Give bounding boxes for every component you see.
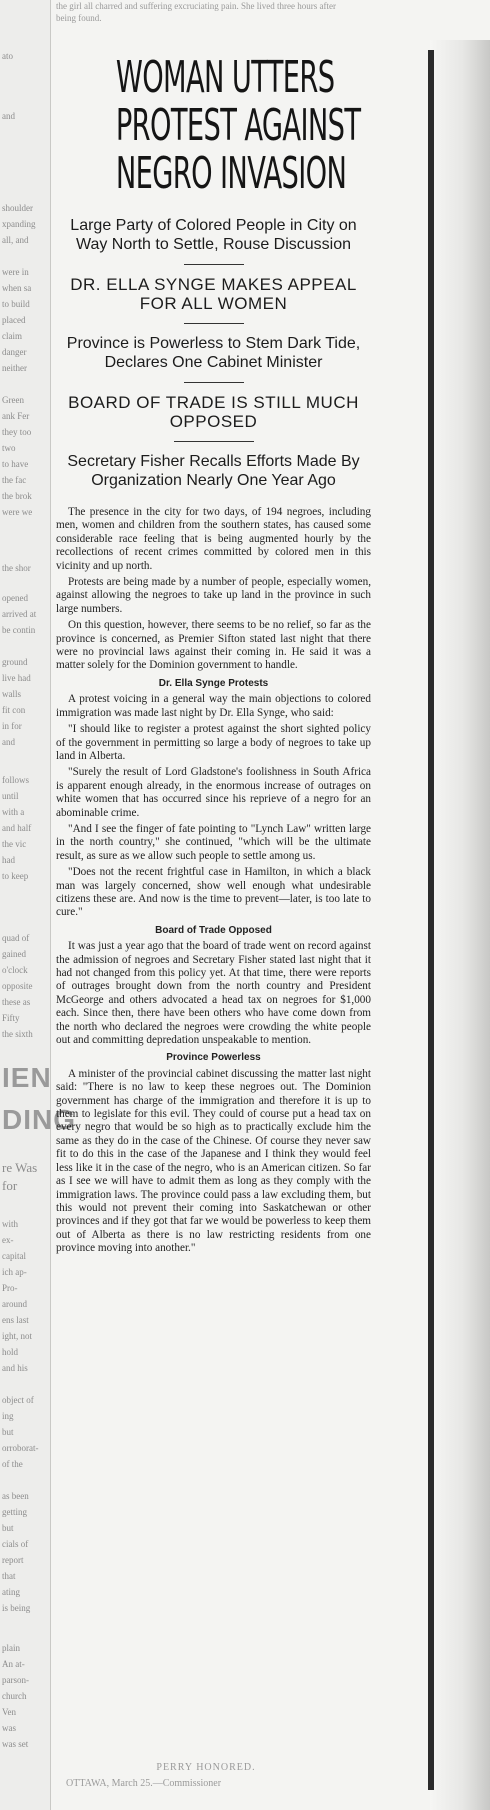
article-column — [56, 42, 371, 1772]
margin-fragment: and — [2, 737, 15, 747]
margin-fragment: ank Fer — [2, 411, 30, 421]
margin-fragment: with — [2, 1219, 19, 1229]
margin-fragment: the sixth — [2, 1029, 33, 1039]
margin-fragment: ens last — [2, 1315, 29, 1325]
deck-separator — [184, 382, 244, 383]
margin-fragment: around — [2, 1299, 27, 1309]
margin-fragment: fit con — [2, 705, 26, 715]
margin-fragment: ground — [2, 657, 28, 667]
margin-fragment: ex- — [2, 1235, 14, 1245]
next-article-headline: PERRY HONORED. — [156, 1762, 256, 1773]
margin-fragment: is being — [2, 1603, 31, 1613]
previous-article-fragment: the girl all charred and suffering excruciating pain. She lived three hours after being found. — [56, 1, 336, 23]
deck-separator — [174, 441, 254, 442]
next-article-fragment — [56, 1760, 356, 1810]
margin-fragment: placed — [2, 315, 26, 325]
paragraph: "Surely the result of Lord Gladstone's foolishness in South Africa is apparent enough already, in the enormous increase of outrages on white women that has occurred since his reprieve of a negro for an abominable crime. — [56, 766, 371, 819]
margin-fragment: two — [2, 443, 16, 453]
margin-fragment: re Was — [2, 1160, 38, 1175]
margin-fragment: had — [2, 855, 15, 865]
deck-separator — [184, 264, 244, 265]
margin-fragment: ight, not — [2, 1331, 33, 1341]
margin-big-fragment: IEN — [2, 1062, 52, 1093]
deck-1: Large Party of Colored People in City on Way North to Settle, Rouse Discussion — [70, 217, 357, 253]
margin-fragment: Pro- — [2, 1283, 18, 1293]
margin-fragment: cials of — [2, 1539, 29, 1549]
margin-fragment: claim — [2, 331, 22, 341]
deck-2: DR. ELLA SYNGE MAKES APPEAL FOR ALL WOMEN — [70, 275, 357, 313]
margin-fragment: that — [2, 1571, 16, 1581]
margin-fragment: An at- — [2, 1659, 25, 1669]
margin-fragment: walls — [2, 689, 21, 699]
margin-fragment: danger — [2, 347, 27, 357]
margin-fragment: Fifty — [2, 1013, 20, 1023]
paragraph: On this question, however, there seems to be no relief, so far as the province is concerned, as Premier Sifton stated last night that there were no provincial laws against their coming in. He said it was a matter solely for the Dominion government to handle. — [56, 619, 371, 672]
paragraph: "And I see the finger of fate pointing to "Lynch Law" written large in the north country," she continued, "which will be the ultimate result, as sure as we allow such people to settle among us. — [56, 822, 371, 862]
adjacent-column-fragment — [0, 0, 76, 1810]
margin-fragment: with a — [2, 807, 25, 817]
margin-fragment: the vic — [2, 839, 27, 849]
margin-fragment: hold — [2, 1347, 19, 1357]
margin-fragment: they too — [2, 427, 32, 437]
margin-fragment: parson- — [2, 1675, 29, 1685]
margin-fragment: getting — [2, 1507, 27, 1517]
margin-fragment: were in — [2, 267, 29, 277]
margin-fragment: and half — [2, 823, 32, 833]
margin-fragment: report — [2, 1555, 24, 1565]
margin-fragment: arrived at — [2, 609, 37, 619]
paragraph: A minister of the provincial cabinet discussing the matter last night said: "There is no law to keep these negroes out. The Dominion government has charge of the immigration and therefore it is up to them to legislate for this evil. They could of course put a head tax on every negro that would be so high as to practically exclude him the same as they do in the case of the Chinese. Of course they never saw fit to do this in the case of the Japanese and I think they would feel less like it in the case of the negro, who is an American citizen. So far as I see we will have to admit them as long as they comply with the immigration laws. The province could pass a law excluding them, but this would not prevent their coming into Saskatchewan or other provinces and if they got that far we would be powerless to keep them out of Alberta as there is no law restricting residents from one province moving into another." — [56, 1067, 371, 1255]
margin-fragment: live had — [2, 673, 31, 683]
margin-fragment: gained — [2, 949, 26, 959]
headline-line: PROTEST AGAINST — [115, 100, 361, 151]
margin-fragment: the shor — [2, 563, 31, 573]
margin-fragment: orroborat- — [2, 1443, 39, 1453]
margin-fragment: all, and — [2, 235, 29, 245]
deck-3: Province is Powerless to Stem Dark Tide, Declares One Cabinet Minister — [66, 335, 361, 371]
margin-fragment: ing — [2, 1411, 14, 1421]
margin-fragment: but — [2, 1523, 14, 1533]
margin-fragment: opened — [2, 593, 28, 603]
margin-fragment: quad of — [2, 933, 30, 943]
margin-fragment: ich ap- — [2, 1267, 27, 1277]
deck-4: BOARD OF TRADE IS STILL MUCH OPPOSED — [68, 393, 359, 431]
margin-fragment: church — [2, 1691, 27, 1701]
paragraph: Protests are being made by a number of people, especially women, against allowing the negroes to take up land in the province in such large numbers. — [56, 576, 371, 615]
margin-fragment: was set — [2, 1739, 29, 1749]
deck-5: Secretary Fisher Recalls Efforts Made By Organization Nearly One Year Ago — [67, 453, 360, 489]
margin-fragment: of the — [2, 1459, 23, 1469]
margin-fragment: in for — [2, 721, 22, 731]
margin-fragment: shoulder — [2, 203, 33, 213]
margin-fragment: to have — [2, 459, 29, 469]
margin-fragment: for — [2, 1178, 18, 1193]
margin-fragment: as been — [2, 1491, 29, 1501]
margin-fragment: xpanding — [2, 219, 36, 229]
margin-fragment: the fac — [2, 475, 27, 485]
column-rule — [428, 50, 434, 1790]
margin-fragment: but — [2, 1427, 14, 1437]
margin-fragment: to build — [2, 299, 30, 309]
subhead: Province Powerless — [166, 1052, 261, 1064]
margin-fragment: Ven — [2, 1707, 16, 1717]
margin-fragment: Green — [2, 395, 24, 405]
margin-fragment: ating — [2, 1587, 20, 1597]
margin-fragment: object of — [2, 1395, 34, 1405]
margin-fragment: and his — [2, 1363, 28, 1373]
article-body — [56, 506, 371, 1256]
margin-big-fragment: DING — [2, 1104, 76, 1135]
margin-fragment: o'clock — [2, 965, 28, 975]
margin-fragment: these as — [2, 997, 31, 1007]
paragraph: The presence in the city for two days, of 194 negroes, including men, women and children from the southern states, has caused some considerable race feeling that is being augmented hourly by the recollections of recent crimes committed by colored men in this vicinity and up north. — [56, 506, 371, 572]
margin-fragment: when sa — [2, 283, 32, 293]
margin-fragment: capital — [2, 1251, 26, 1261]
margin-fragment: and — [2, 111, 15, 121]
subhead: Dr. Ella Synge Protests — [158, 677, 269, 689]
page-edge-shadow — [430, 40, 490, 1810]
margin-fragment: until — [2, 791, 19, 801]
margin-fragment: neither — [2, 363, 27, 373]
margin-fragment: be contin — [2, 625, 36, 635]
margin-fragment: plain — [2, 1643, 20, 1653]
margin-fragment: to keep — [2, 871, 29, 881]
deck-separator — [184, 323, 244, 324]
paragraph: It was just a year ago that the board of trade went on record against the admission of negroes and Secretary Fisher stated last night that it had not changed from this policy yet. At that time, there were reports of outrages brought down from the north country and President McGeorge and others advocated a head tax on negroes for $1,000 each. Since then, there have been others who have come down from the north who declared the negroes were crowding the white people out and committing depredation unspeakable to mention. — [56, 940, 371, 1047]
margin-fragment: opposite — [2, 981, 33, 991]
headline-line: NEGRO INVASION — [115, 148, 347, 199]
margin-fragment: the brok — [2, 491, 32, 501]
subhead: Board of Trade Opposed — [155, 924, 272, 936]
paragraph: "I should like to register a protest against the short sighted policy of the government in permitting so large a body of negroes to take up land in Alberta. — [56, 723, 371, 762]
headline-line: WOMAN UTTERS — [115, 52, 335, 103]
margin-fragment: were we — [2, 507, 33, 517]
paragraph: "Does not the recent frightful case in Hamilton, in which a black man was largely concerned, show well enough what undesirable citizens these are. And now is the time to prevent—later, is too late to cure." — [56, 866, 371, 919]
margin-fragment: ato — [2, 51, 13, 61]
margin-fragment: follows — [2, 775, 29, 785]
next-article-dateline: OTTAWA, March 25.—Commissioner — [66, 1778, 222, 1789]
margin-fragment: was — [2, 1723, 16, 1733]
headline — [115, 52, 361, 199]
paragraph: A protest voicing in a general way the main objections to colored immigration was made last night by Dr. Ella Synge, who said: — [56, 693, 371, 719]
